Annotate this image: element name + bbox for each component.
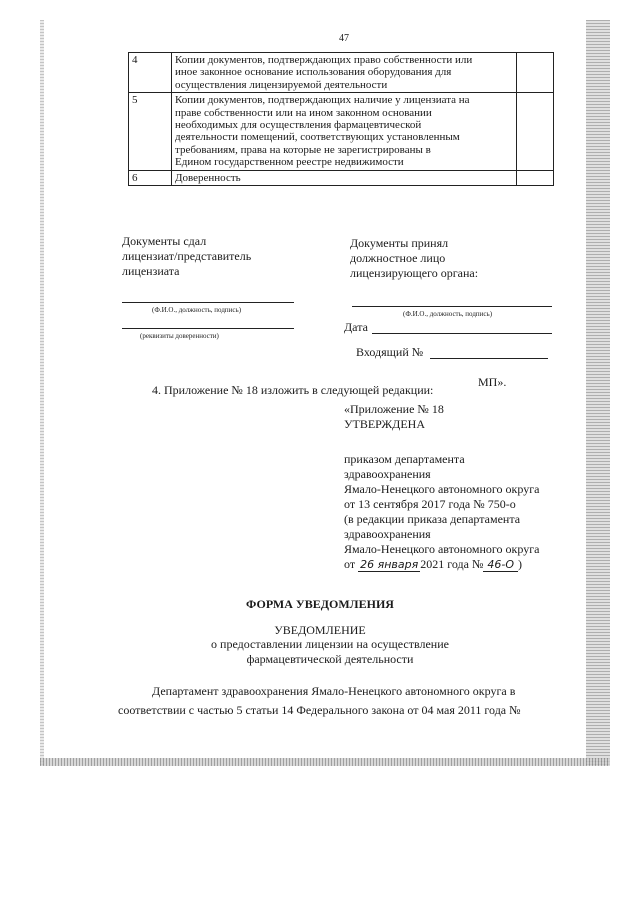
row-text: Копии документов, подтверждающих право собственности или иное законное основание использования оборудования для осуществления лицензируемой деятельности [172, 53, 517, 93]
row-number: 4 [129, 53, 172, 93]
row-check-cell [517, 170, 554, 185]
scan-edge-bottom [40, 758, 610, 766]
handwritten-number: 46-О [483, 558, 518, 572]
left-proxy-caption: (реквизиты доверенности) [140, 332, 219, 340]
right-signer-line-2: должностное лицо [350, 251, 446, 265]
approval-line-9: здравоохранения [344, 527, 431, 541]
page-number: 47 [339, 33, 349, 44]
stamp-label: МП». [478, 375, 507, 389]
approval-line-1: «Приложение № 18 [344, 402, 444, 416]
right-signature-line [352, 306, 552, 307]
row-text: Доверенность [172, 170, 517, 185]
body-line-2: соответствии с частью 5 статьи 14 Федерального закона от 04 мая 2011 года № [118, 703, 521, 717]
table-row [129, 53, 554, 93]
amendment-text: 4. Приложение № 18 изложить в следующей редакции: [152, 383, 434, 397]
approval-line-2: УТВЕРЖДЕНА [344, 417, 426, 431]
approval-line-4: приказом департамента [344, 452, 465, 466]
notice-subtitle-2: фармацевтической деятельности [246, 652, 414, 666]
incoming-line [430, 358, 548, 359]
row-check-cell [517, 53, 554, 93]
notice-title: УВЕДОМЛЕНИЕ [274, 623, 366, 637]
approval-line-6: Ямало-Ненецкого автономного округа [344, 482, 540, 496]
row-number: 5 [129, 93, 172, 170]
left-signer-line-1: Документы сдал [122, 234, 207, 248]
body-line-1: Департамент здравоохранения Ямало-Ненецкого автономного округа в [152, 684, 516, 698]
date-label: Дата [344, 320, 368, 334]
handwritten-date: 26 января [360, 558, 419, 571]
date-line [372, 333, 552, 334]
table-row [129, 170, 554, 185]
left-proxy-line [122, 328, 294, 329]
notice-subtitle-1: о предоставлении лицензии на осуществление [211, 637, 449, 651]
approval-line-8: (в редакции приказа департамента [344, 512, 521, 526]
row-text: Копии документов, подтверждающих наличие у лицензиата на праве собственности или на ином законном основании необходимых для осуществления фармацевтической деятельности помещений, соответствующих установленным требованиям, права на которые не зарегистрированы в Едином государственном реестре недвижимости [172, 93, 517, 170]
right-signature-caption: (Ф.И.О., должность, подпись) [403, 310, 493, 318]
approval-line-10: Ямало-Ненецкого автономного округа [344, 542, 540, 556]
table-row [129, 93, 554, 170]
left-signature-line [122, 302, 294, 303]
left-signer-line-2: лицензиат/представитель [122, 249, 252, 263]
approval-line-5: здравоохранения [344, 467, 431, 481]
row-number: 6 [129, 170, 172, 185]
documents-table [128, 52, 554, 186]
row-check-cell [517, 93, 554, 170]
form-title: ФОРМА УВЕДОМЛЕНИЯ [246, 597, 394, 611]
right-signer-line-3: лицензирующего органа: [350, 266, 479, 280]
approval-last-line: от 26 января 2021 года № 46-О ) [344, 557, 523, 571]
left-signature-caption: (Ф.И.О., должность, подпись) [152, 306, 242, 314]
approval-line-7: от 13 сентября 2017 года № 750-о [344, 497, 516, 511]
incoming-label: Входящий № [356, 345, 424, 359]
left-signer-line-3: лицензиата [122, 264, 180, 278]
right-signer-line-1: Документы принял [350, 236, 449, 250]
